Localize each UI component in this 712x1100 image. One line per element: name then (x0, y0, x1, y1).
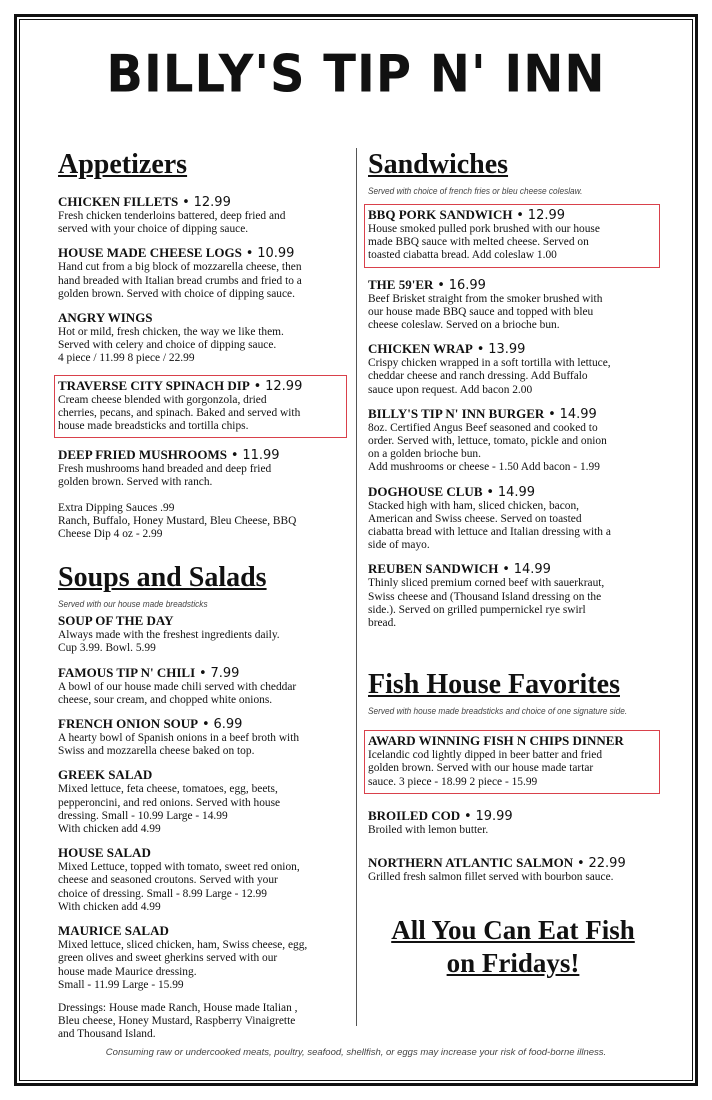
bullet: • (476, 342, 485, 358)
item-description: Hand cut from a big block of mozzarella cheese, then hand breaded with Italian bread crumbs and fried to a golden brown. Served with choice of dipping sauce. (58, 261, 302, 300)
item-price: 19.99 (475, 808, 513, 824)
left-column (58, 148, 343, 1042)
item-name: GREEK SALAD (58, 767, 153, 783)
item-price: 12.99 (527, 208, 566, 223)
item-description: Fresh chicken tenderloins battered, deep fried and served with your choice of dipping sauce. (58, 210, 286, 236)
menu-item-deep-fried-mushrooms (58, 447, 343, 489)
appetizers-heading: Appetizers (58, 149, 188, 180)
menu-item-chicken-wrap (368, 341, 658, 397)
bullet: • (230, 448, 239, 464)
item-description: Mixed lettuce, sliced chicken, ham, Swiss cheese, egg, green olives and sweet gherkins served with our house made Maurice dressing. Small - 11.99 Large - 15.99 (58, 939, 308, 991)
menu-item-bbq-pork-highlighted (364, 204, 660, 268)
item-price: 14.99 (497, 484, 536, 500)
item-name: DEEP FRIED MUSHROOMS (58, 447, 228, 463)
dressings-note: Dressings: House made Ranch, House made Italian , Bleu cheese, Honey Mustard, Raspberry Vinaigrette and Thousand Island. (58, 1001, 298, 1041)
menu-item-french-onion-soup (58, 716, 343, 758)
item-description: Mixed lettuce, feta cheese, tomatoes, egg, beets, pepperoncini, and red onions. Served with house dressing. Small - 10.99 Large - 14.99 With chicken add 4.99 (58, 783, 281, 836)
bullet: • (253, 378, 262, 394)
bullet: • (463, 808, 472, 824)
bullet: • (577, 856, 585, 872)
item-description: 8oz. Certified Angus Beef seasoned and cooked to order. Served with, lettuce, tomato, pickle and onion on a golden brioche bun. Add mushrooms or cheese - 1.50 Add bacon - 1.99 (368, 421, 607, 474)
right-column (368, 148, 658, 980)
dipping-sauces-note: Extra Dipping Sauces .99 Ranch, Buffalo, Honey Mustard, Bleu Cheese, BBQ Cheese Dip 4 oz - 2.99 (58, 501, 297, 541)
item-name: BROILED COD (368, 807, 461, 823)
item-name: HOUSE SALAD (58, 845, 151, 861)
item-name: BBQ PORK SANDWICH (368, 207, 513, 222)
item-name: ANGRY WINGS (58, 310, 153, 326)
bullet: • (548, 406, 556, 422)
promo-line-2: on Fridays! (446, 948, 580, 979)
item-name: DOGHOUSE CLUB (368, 483, 483, 499)
item-price: 6.99 (213, 717, 243, 733)
item-price: 14.99 (513, 562, 551, 578)
item-description: Mixed Lettuce, topped with tomato, sweet red onion, cheese and seasoned croutons. Served with your choice of dressing. Small - 8.99 Large - 12.99 With chicken add 4.99 (58, 861, 300, 913)
column-divider (356, 148, 357, 1026)
item-name: CHICKEN FILLETS (58, 194, 179, 209)
item-description: A hearty bowl of Spanish onions in a beef broth with Swiss and mozzarella cheese baked on top. (58, 732, 300, 758)
item-description: Hot or mild, fresh chicken, the way we like them. Served with celery and choice of dipping sauce. 4 piece / 11.99 8 piece / 22.99 (58, 326, 284, 365)
bullet: • (182, 195, 190, 210)
item-price: 10.99 (257, 246, 295, 262)
item-price: 13.99 (488, 342, 526, 358)
item-price: 12.99 (193, 195, 231, 210)
fish-friday-promo (368, 914, 658, 980)
item-price: 11.99 (242, 448, 280, 464)
item-name: CHICKEN WRAP (368, 341, 473, 357)
item-name: SOUP OF THE DAY (58, 613, 174, 629)
bullet: • (198, 665, 207, 681)
item-description: Stacked high with ham, sliced chicken, bacon, American and Swiss cheese. Served on toasted ciabatta bread with lettuce and Italian dressing with a side of mayo. (368, 499, 611, 552)
soups-salads-heading: Soups and Salads (58, 562, 267, 594)
menu-item-house-salad (58, 845, 343, 914)
food-safety-disclaimer: Consuming raw or undercooked meats, poultry, seafood, shellfish, or eggs may increase your risk of food-borne illness. (105, 1047, 607, 1058)
item-name: HOUSE MADE CHEESE LOGS (58, 245, 242, 261)
soups-subtitle: Served with our house made breadsticks (58, 599, 208, 610)
menu-item-spinach-dip-highlighted (54, 375, 347, 439)
item-name: FAMOUS TIP N' CHILI (58, 664, 196, 680)
menu-item-fish-n-chips-highlighted (364, 730, 660, 794)
sandwiches-subtitle: Served with choice of french fries or bleu cheese coleslaw. (368, 186, 583, 196)
item-name: FRENCH ONION SOUP (58, 716, 199, 732)
menu-item-broiled-cod (368, 808, 658, 837)
item-name: MAURICE SALAD (58, 923, 169, 939)
menu-item-burger (368, 406, 658, 475)
menu-item-greek-salad (58, 767, 343, 836)
bullet: • (516, 208, 524, 223)
item-description: Fresh mushrooms hand breaded and deep fried golden brown. Served with ranch. (58, 463, 272, 489)
menu-item-cheese-logs (58, 245, 343, 301)
item-price: 12.99 (265, 378, 303, 394)
item-description: Grilled fresh salmon fillet served with bourbon sauce. (368, 871, 614, 884)
item-name: NORTHERN ATLANTIC SALMON (368, 855, 574, 871)
promo-line-1: All You Can Eat Fish (391, 915, 635, 946)
item-description: Broiled with lemon butter. (368, 823, 489, 836)
fish-heading: Fish House Favorites (368, 669, 620, 701)
item-description: Icelandic cod lightly dipped in beer batter and fried golden brown. Served with our house made tartar sauce. 3 piece - 18.99 2 piece - 15.99 (368, 749, 603, 788)
menu-item-salmon (368, 855, 658, 884)
item-description: House smoked pulled pork brushed with our house made BBQ sauce with melted cheese. Served on toasted ciabatta bread. Add coleslaw 1.00 (368, 223, 600, 262)
menu-item-reuben (368, 561, 658, 630)
item-description: Beef Brisket straight from the smoker brushed with our house made BBQ sauce and topped with bleu cheese coleslaw. Served on a brioche bun. (368, 292, 603, 332)
item-name: AWARD WINNING FISH N CHIPS DINNER (368, 733, 624, 749)
sandwiches-heading: Sandwiches (368, 149, 509, 180)
menu-item-soup-of-day (58, 613, 343, 655)
menu-item-chili (58, 665, 343, 707)
menu-item-chicken-fillets (58, 194, 343, 236)
bullet: • (201, 717, 210, 733)
item-name: THE 59'ER (368, 276, 434, 292)
item-name: TRAVERSE CITY SPINACH DIP (58, 377, 250, 393)
item-name: BILLY'S TIP N' INN BURGER (368, 405, 545, 421)
item-price: 22.99 (588, 856, 626, 872)
bullet: • (437, 277, 445, 293)
item-price: 7.99 (210, 665, 240, 681)
bullet: • (486, 484, 494, 500)
item-description: Crispy chicken wrapped in a soft tortilla with lettuce, cheddar cheese and ranch dressing. Add Buffalo sauce upon request. Add bacon 2.00 (368, 357, 611, 396)
restaurant-title: BILLY'S TIP N' INN (106, 43, 606, 105)
item-description: A bowl of our house made chili served with cheddar cheese, sour cream, and chopped white onions. (58, 680, 297, 706)
item-description: Cream cheese blended with gorgonzola, dried cherries, pecans, and spinach. Baked and served with house made breadsticks and tortilla chips. (58, 393, 301, 433)
menu-item-59er (368, 277, 658, 333)
menu-item-doghouse-club (368, 484, 658, 553)
menu-item-angry-wings (58, 310, 343, 366)
item-price: 14.99 (559, 406, 597, 422)
bullet: • (502, 562, 510, 578)
item-description: Always made with the freshest ingredients daily. Cup 3.99. Bowl. 5.99 (58, 629, 280, 655)
bullet: • (245, 246, 254, 262)
fish-subtitle: Served with house made breadsticks and choice of one signature side. (368, 706, 628, 717)
menu-item-maurice-salad (58, 923, 343, 992)
item-name: REUBEN SANDWICH (368, 561, 499, 577)
item-price: 16.99 (448, 277, 486, 293)
item-description: Thinly sliced premium corned beef with sauerkraut, Swiss cheese and (Thousand Island dressing on the side.). Served on grilled pumpernickel rye swirl bread. (368, 577, 605, 630)
